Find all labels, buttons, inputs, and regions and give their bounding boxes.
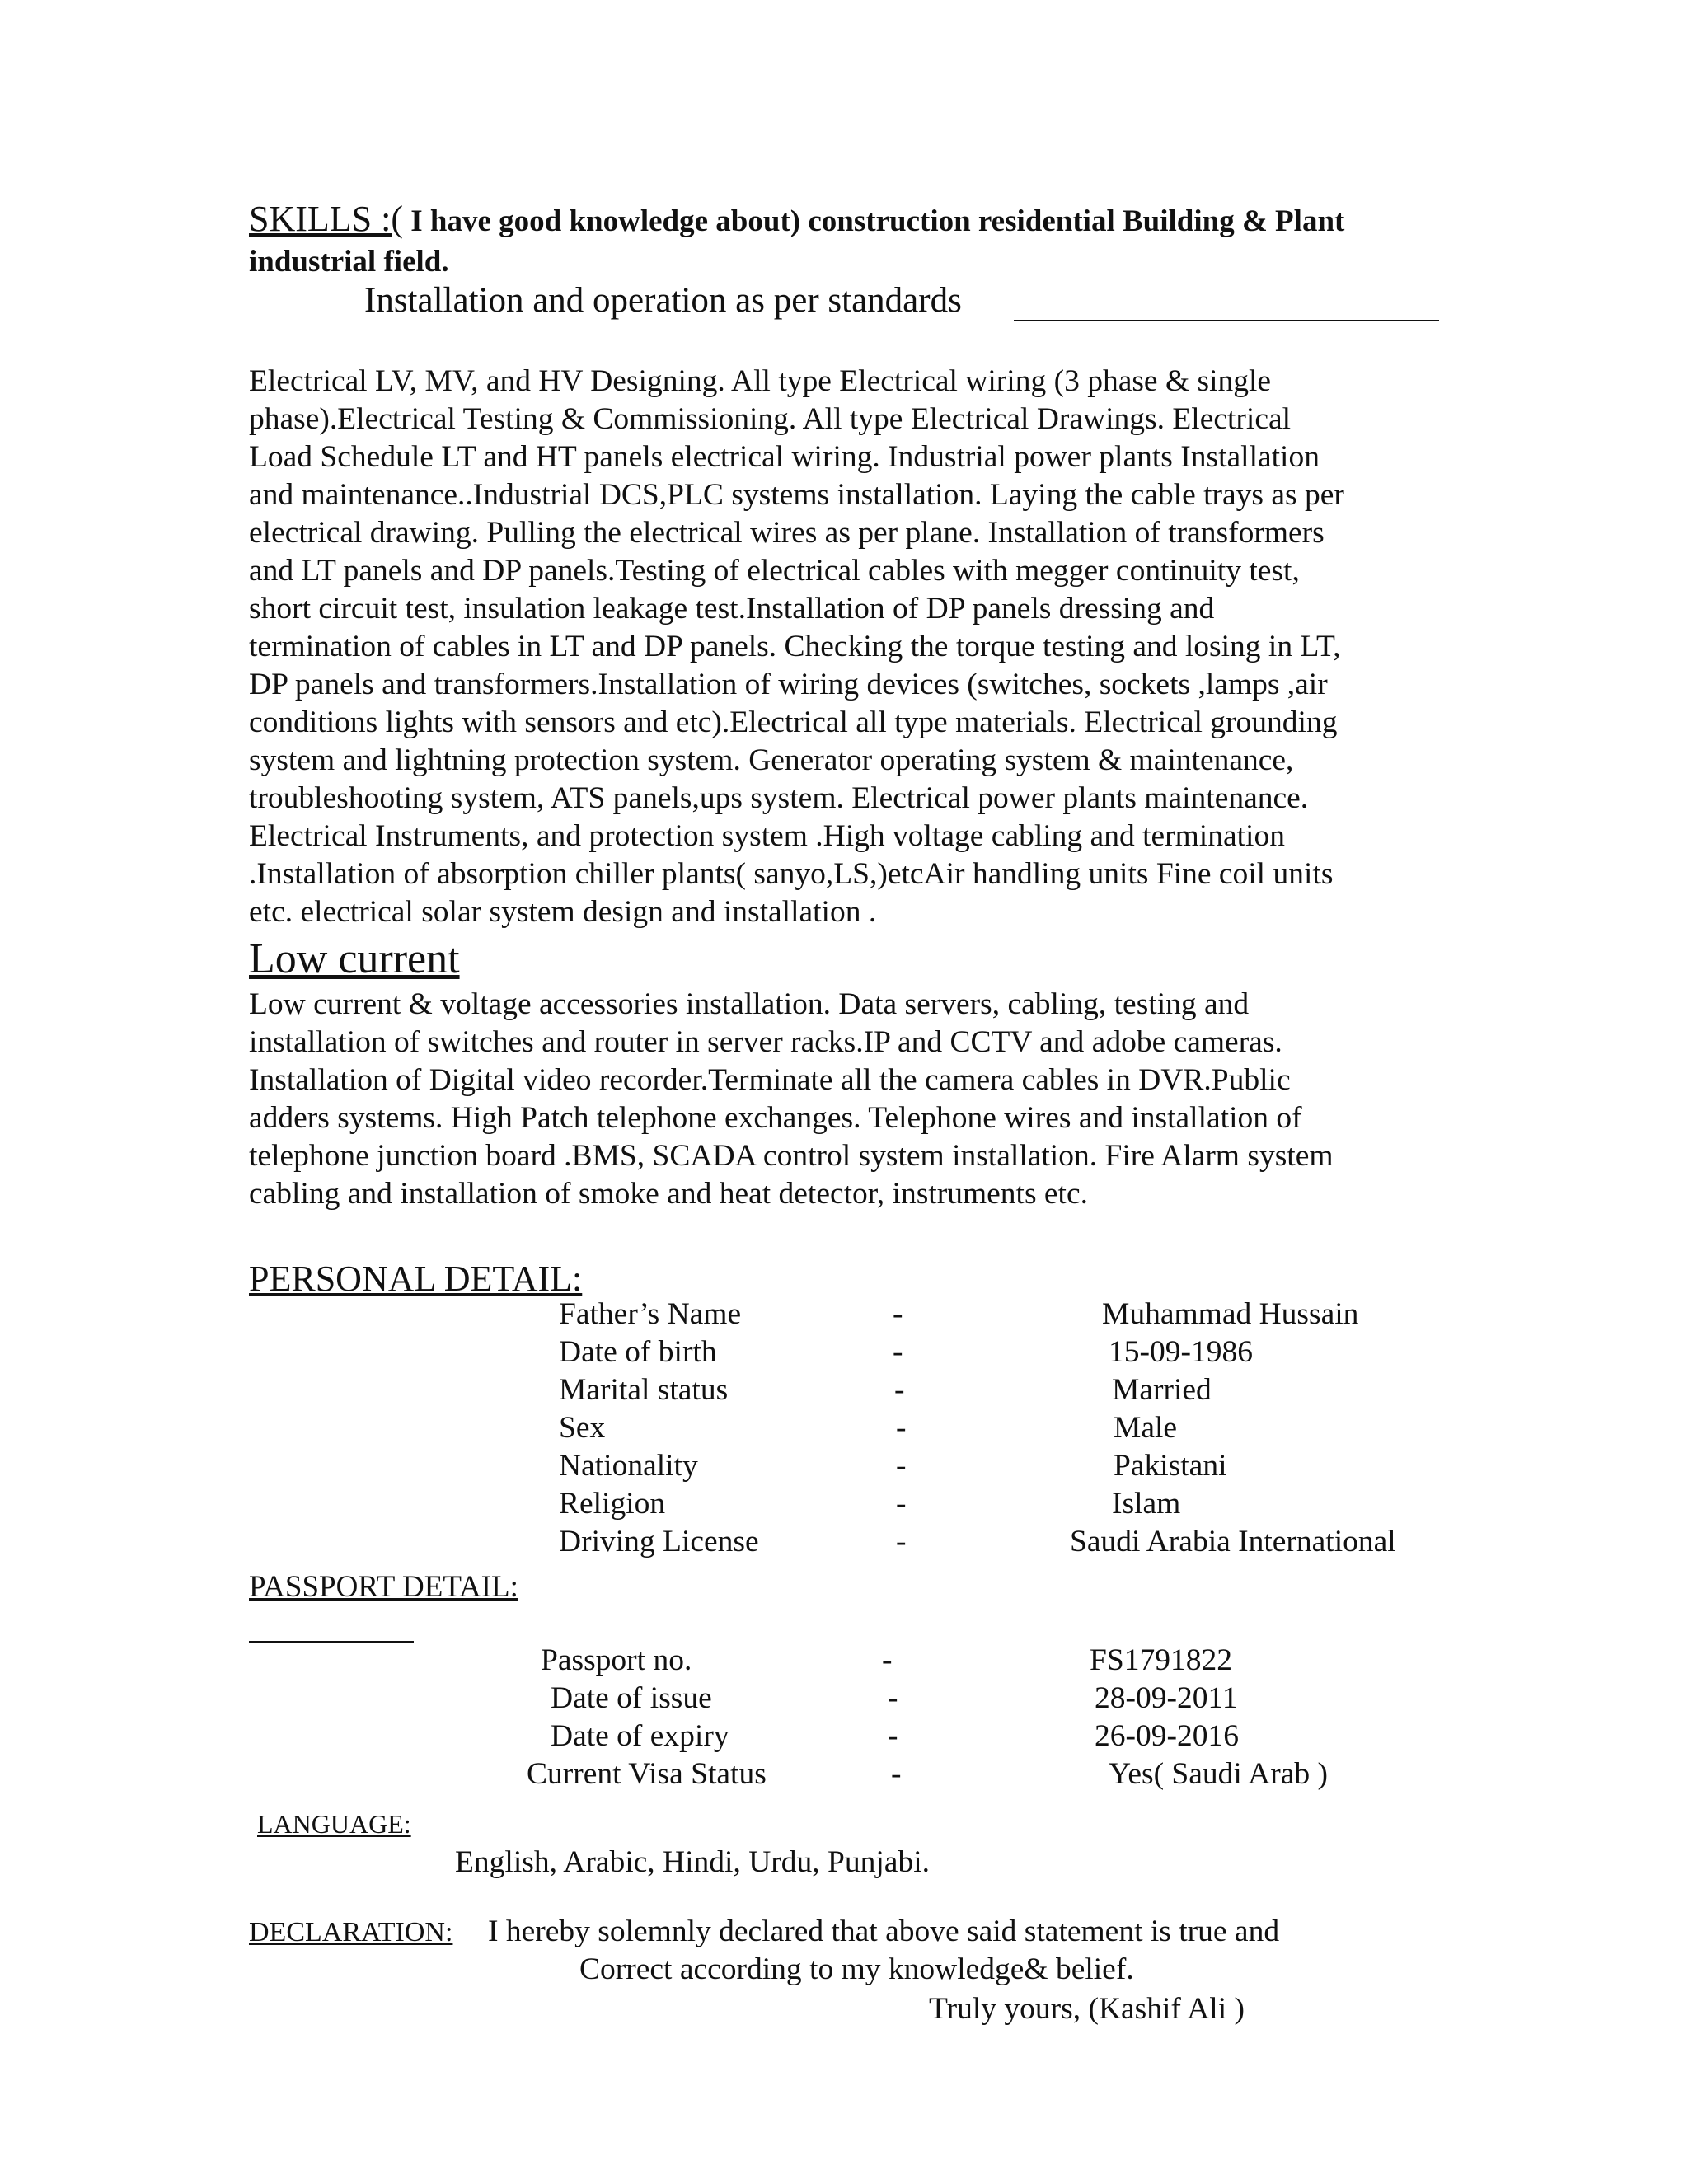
declaration-label: DECLARATION: (249, 1917, 453, 1947)
paragraph-line: telephone junction board .BMS, SCADA control system installation. Fire Alarm system (249, 1139, 1334, 1173)
personal-value: 15-09-1986 (1109, 1335, 1253, 1369)
separator: - (893, 1335, 903, 1369)
passport-value: 28-09-2011 (1095, 1681, 1238, 1715)
paragraph-line: DP panels and transformers.Installation of wiring devices (switches, sockets ,lamps ,air (249, 668, 1328, 701)
personal-label: Father’s Name (559, 1297, 742, 1331)
passport-value: 26-09-2016 (1095, 1719, 1239, 1753)
paragraph-line: .Installation of absorption chiller plants( sanyo,LS,)etcAir handling units Fine coil units (249, 857, 1334, 891)
paragraph-line: troubleshooting system, ATS panels,ups system. Electrical power plants maintenance. (249, 781, 1309, 815)
paragraph-line: etc. electrical solar system design and installation . (249, 895, 877, 929)
separator: - (896, 1487, 907, 1521)
paragraph-line: Electrical LV, MV, and HV Designing. All type Electrical wiring (3 phase & single (249, 364, 1272, 398)
language-heading: LANGUAGE: (257, 1809, 411, 1839)
skills-intro-cont: industrial field. (249, 245, 449, 279)
separator: - (893, 1297, 903, 1331)
paragraph-line: and LT panels and DP panels.Testing of electrical cables with megger continuity test, (249, 554, 1300, 588)
personal-value: Saudi Arabia International (1070, 1525, 1396, 1558)
declaration-text-cont: Correct according to my knowledge& belief. (579, 1952, 1134, 1986)
separator: - (896, 1411, 907, 1445)
paragraph-line: phase).Electrical Testing & Commissioning. All type Electrical Drawings. Electrical (249, 402, 1292, 436)
signoff: Truly yours, (Kashif Ali ) (929, 1992, 1245, 2026)
personal-label: Driving License (559, 1525, 759, 1558)
separator: - (894, 1373, 905, 1407)
personal-value: Married (1112, 1373, 1212, 1407)
skills-heading (249, 198, 1344, 240)
separator: - (882, 1643, 893, 1677)
paragraph-line: Load Schedule LT and HT panels electrical wiring. Industrial power plants Installation (249, 440, 1320, 474)
paragraph-line: cabling and installation of smoke and heat detector, instruments etc. (249, 1177, 1088, 1211)
paragraph-line: conditions lights with sensors and etc).Electrical all type materials. Electrical grounding (249, 705, 1338, 739)
separator: - (888, 1719, 898, 1753)
paragraph-line: Installation of Digital video recorder.Terminate all the camera cables in DVR.Public (249, 1063, 1291, 1097)
passport-underline (249, 1641, 414, 1643)
personal-value: Muhammad Hussain (1102, 1297, 1359, 1331)
paragraph-line: electrical drawing. Pulling the electrical wires as per plane. Installation of transformers (249, 516, 1325, 550)
personal-label: Sex (559, 1411, 606, 1445)
separator: - (888, 1681, 898, 1715)
passport-label: Current Visa Status (527, 1757, 767, 1791)
skills-intro: I have good knowledge about) construction residential Building & Plant (403, 204, 1345, 238)
separator: - (891, 1757, 902, 1791)
personal-value: Pakistani (1114, 1449, 1227, 1483)
passport-detail-heading: PASSPORT DETAIL: (249, 1570, 518, 1604)
paragraph-line: and maintenance..Industrial DCS,PLC systems installation. Laying the cable trays as per (249, 478, 1344, 512)
paragraph-line: Low current & voltage accessories installation. Data servers, cabling, testing and (249, 987, 1250, 1021)
passport-value: FS1791822 (1090, 1643, 1232, 1677)
low-current-heading: Low current (249, 935, 460, 982)
paragraph-line: short circuit test, insulation leakage test.Installation of DP panels dressing and (249, 592, 1215, 626)
paragraph-line: adders systems. High Patch telephone exchanges. Telephone wires and installation of (249, 1101, 1302, 1135)
personal-value: Islam (1112, 1487, 1181, 1521)
passport-label: Passport no. (541, 1643, 692, 1677)
skills-label: SKILLS :( (249, 199, 403, 239)
paragraph-line: installation of switches and router in server racks.IP and CCTV and adobe cameras. (249, 1025, 1282, 1059)
personal-value: Male (1114, 1411, 1178, 1445)
passport-label: Date of issue (551, 1681, 712, 1715)
low-current-paragraph (249, 986, 1452, 1213)
paragraph-line: termination of cables in LT and DP panels. Checking the torque testing and losing in LT, (249, 630, 1341, 663)
language-list: English, Arabic, Hindi, Urdu, Punjabi. (455, 1845, 930, 1879)
paragraph-line: system and lightning protection system. Generator operating system & maintenance, (249, 743, 1294, 777)
separator: - (896, 1525, 907, 1558)
electrical-skills-paragraph (249, 363, 1452, 931)
passport-label: Date of expiry (551, 1719, 729, 1753)
separator: - (896, 1449, 907, 1483)
personal-label: Nationality (559, 1449, 698, 1483)
paragraph-line: Electrical Instruments, and protection system .High voltage cabling and termination (249, 819, 1285, 853)
subheading-underline (1014, 320, 1439, 321)
personal-label: Religion (559, 1487, 666, 1521)
declaration-text: I hereby solemnly declared that above said statement is true and (488, 1915, 1280, 1948)
installation-subheading: Installation and operation as per standards (364, 281, 962, 320)
personal-label: Date of birth (559, 1335, 717, 1369)
personal-detail-heading: PERSONAL DETAIL: (249, 1258, 583, 1299)
passport-value: Yes( Saudi Arab ) (1109, 1757, 1328, 1791)
personal-label: Marital status (559, 1373, 729, 1407)
